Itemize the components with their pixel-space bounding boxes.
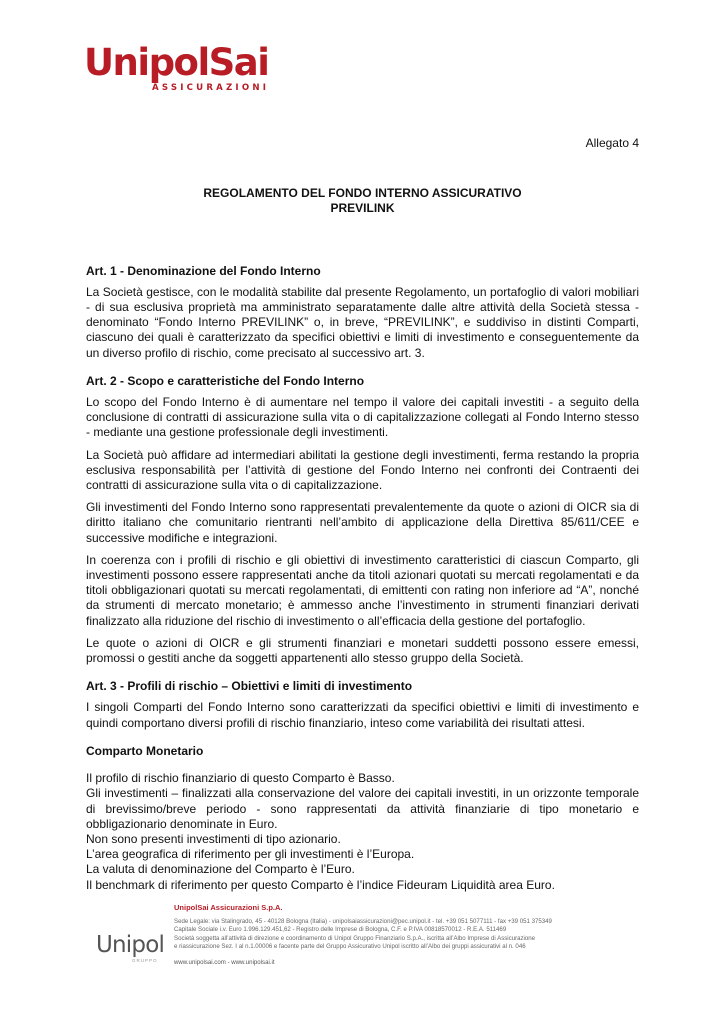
footer-line-1: Sede Legale: via Stalingrado, 45 - 40128 Bologna (Italia) - unipolsaiassicurazioni@pec.unipol.it - tel. +39 051 5077111 - fax +39 051 375349	[174, 918, 552, 926]
comparto-monetario	[86, 744, 639, 893]
article-2-heading: Art. 2 - Scopo e caratteristiche del Fondo Interno	[86, 373, 365, 388]
article-2-paragraph-3: Gli investimenti del Fondo Interno sono rappresentati prevalentemente da quote o azioni di OICR sia di diritto italiano che comunitario rientranti nell’ambito di applicazione della Direttiva 85/611/CEE e successive modifiche e integrazioni.	[86, 500, 639, 545]
article-2-paragraph-2: La Società può affidare ad intermediari abilitati la gestione degli investimenti, ferma restando la propria esclusiva responsabilità per l’attività di gestione del Fondo Interno nei confronti dei Contraenti dei contratti di assicurazione sulla vita o di capitalizzazione.	[86, 447, 639, 493]
comparto-heading: Comparto Monetario	[86, 743, 204, 758]
footer-logo-sub: GRUPPO	[132, 958, 158, 963]
comparto-line-2: Gli investimenti – finalizzati alla conservazione del valore dei capitali investiti, in un orizzonte temporale di brevissimo/breve periodo - sono rappresentati da attività finanziarie di tipo monetario e obbligazionario denominate in Euro.	[86, 786, 639, 831]
unipol-gruppo-logo	[96, 932, 165, 963]
article-2	[86, 374, 639, 666]
title-line-1: REGOLAMENTO DEL FONDO INTERNO ASSICURATIVO	[203, 186, 522, 201]
footer-line-2: Capitale Sociale i.v. Euro 1.996.129.451,62 - Registro delle Imprese di Bologna, C.F. e P.IVA 00818570012 - R.E.A. 511469	[174, 926, 507, 934]
footer-line-3: Società soggetta all’attività di direzione e coordinamento di Unipol Gruppo Finanziario S.p.A., iscritta all’Albo Imprese di Assicurazione	[174, 934, 536, 942]
comparto-line-3: Non sono presenti investimenti di tipo azionario.	[86, 831, 341, 846]
article-3-paragraph: I singoli Comparti del Fondo Interno sono caratterizzati da specifici obiettivi e limiti di investimento e quindi comportano diversi profili di rischio finanziario, inteso come variabilità dei risultati attesi.	[86, 700, 639, 730]
article-2-paragraph-1: Lo scopo del Fondo Interno è di aumentare nel tempo il valore dei capitali investiti - a seguito della conclusione di contratti di assicurazione sulla vita o di capitalizzazione collegati al Fondo Interno stesso - mediante una gestione professionale degli investimenti.	[86, 395, 639, 440]
comparto-line-6: Il benchmark di riferimento per questo Comparto è l’indice Fideuram Liquidità area Euro.	[86, 877, 555, 892]
article-2-paragraph-4: In coerenza con i profili di rischio e gli obiettivi di investimento caratteristici di ciascun Comparto, gli investimenti possono essere rappresentati anche da titoli azionari quotati su mercati regolamentati e da titoli obbligazionari quotati su mercati regolamentati, di emittenti con rating non inferiore ad “A”, nonché da strumenti di mercato monetario; è ammesso anche l’investimento in strumenti finanziari derivati finalizzato alla riduzione del rischio di investimento o all’efficacia della gestione del portafoglio.	[86, 552, 639, 628]
article-1	[86, 264, 639, 361]
article-1-heading: Art. 1 - Denominazione del Fondo Interno	[86, 263, 321, 278]
footer-info	[174, 904, 594, 967]
footer-line-4: e riassicurazione Sez. I al n.1.00006 e facente parte del Gruppo Assicurativo Unipol iscritto all’Albo dei gruppi assicurativi al n. 046	[174, 942, 526, 950]
footer-web: www.unipolsai.com - www.unipolsai.it	[174, 959, 275, 967]
logo-subtitle: ASSICURAZIONI	[152, 83, 270, 93]
article-3	[86, 679, 639, 731]
comparto-line-1: Il profilo di rischio finanziario di questo Comparto è Basso.	[86, 771, 395, 786]
title-line-2: PREVILINK	[330, 201, 395, 216]
footer-logo-text: Unipol	[96, 932, 165, 958]
article-3-heading: Art. 3 - Profili di rischio – Obiettivi e limiti di investimento	[86, 679, 413, 694]
document-body	[86, 136, 639, 893]
article-2-paragraph-5: Le quote o azioni di OICR e gli strumenti finanziari e monetari suddetti possono essere emessi, promossi o gestiti anche da soggetti appartenenti allo stesso gruppo della Società.	[86, 635, 639, 666]
logo-name: UnipolSai	[84, 41, 269, 84]
document-title	[86, 186, 639, 216]
article-1-paragraph: La Società gestisce, con le modalità stabilite dal presente Regolamento, un portafoglio di valori mobiliari - di sua esclusiva proprietà ma amministrato separatamente dalle altre attività della Società stessa - denominato “Fondo Interno PREVILINK” o, in breve, “PREVILINK”, e suddiviso in distinti Comparti, ciascuno dei quali è caratterizzato da specifici obiettivi e limiti di investimento e conseguentemente da un diverso profilo di rischio, come precisato al successivo art. 3.	[86, 284, 639, 360]
page-footer	[96, 904, 596, 988]
allegato-label: Allegato 4	[585, 136, 639, 150]
comparto-line-4: L’area geografica di riferimento per gli investimenti è l’Europa.	[86, 847, 415, 862]
unipolsai-logo	[84, 40, 270, 102]
footer-company: UnipolSai Assicurazioni S.p.A.	[174, 903, 283, 912]
comparto-line-5: La valuta di denominazione del Comparto è l’Euro.	[86, 862, 355, 877]
